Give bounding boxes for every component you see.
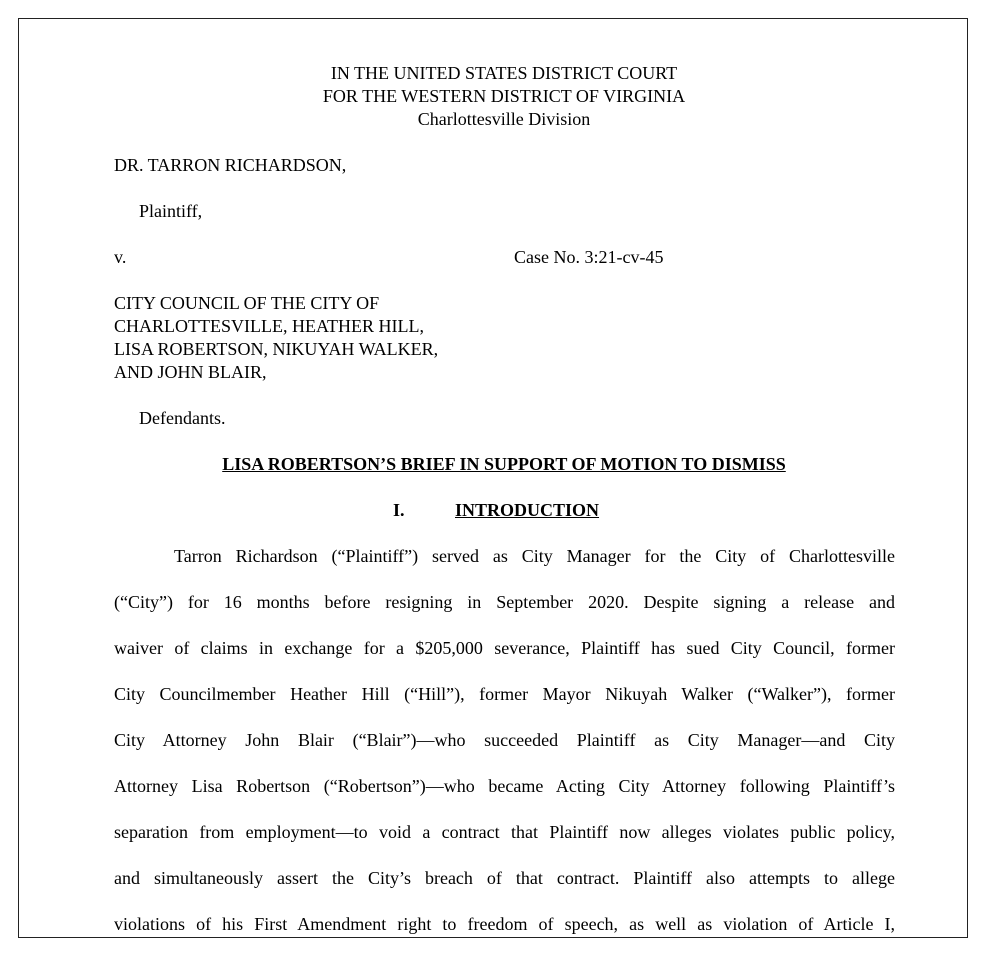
body-line: waiver of claims in exchange for a $205,000 severance, Plaintiff has sued City Council, former bbox=[114, 638, 895, 658]
defendants-line: CITY COUNCIL OF THE CITY OF bbox=[114, 293, 380, 313]
section-number: I. bbox=[393, 500, 405, 520]
body-line: City Attorney John Blair (“Blair”)—who succeeded Plaintiff as City Manager—and City bbox=[114, 730, 895, 750]
defendants-line: LISA ROBERTSON, NIKUYAH WALKER, bbox=[114, 339, 439, 359]
plaintiff-label: Plaintiff, bbox=[139, 201, 203, 221]
body-line: City Councilmember Heather Hill (“Hill”), former Mayor Nikuyah Walker (“Walker”), former bbox=[114, 684, 895, 704]
body-line: separation from employment—to void a contract that Plaintiff now alleges violates public policy, bbox=[114, 822, 895, 842]
body-line: Attorney Lisa Robertson (“Robertson”)—who became Acting City Attorney following Plaintiff’s bbox=[114, 776, 895, 796]
defendants-line: AND JOHN BLAIR, bbox=[114, 362, 267, 382]
body-line: violations of his First Amendment right to freedom of speech, as well as violation of Article I, bbox=[114, 914, 895, 934]
brief-title: LISA ROBERTSON’S BRIEF IN SUPPORT OF MOTION TO DISMISS bbox=[222, 454, 786, 474]
defendants-label: Defendants. bbox=[139, 408, 226, 428]
court-division: Charlottesville Division bbox=[417, 109, 591, 129]
case-number: Case No. 3:21-cv-45 bbox=[514, 247, 664, 267]
body-line: (“City”) for 16 months before resigning in September 2020. Despite signing a release and bbox=[114, 592, 895, 612]
defendants-line: CHARLOTTESVILLE, HEATHER HILL, bbox=[114, 316, 424, 336]
body-line: Tarron Richardson (“Plaintiff”) served as City Manager for the City of Charlottesville bbox=[174, 546, 895, 566]
body-line: and simultaneously assert the City’s breach of that contract. Plaintiff also attempts to allege bbox=[114, 868, 895, 888]
plaintiff-name: DR. TARRON RICHARDSON, bbox=[114, 155, 347, 175]
section-heading: INTRODUCTION bbox=[455, 500, 600, 520]
court-name-line2: FOR THE WESTERN DISTRICT OF VIRGINIA bbox=[322, 86, 686, 106]
court-name-line1: IN THE UNITED STATES DISTRICT COURT bbox=[330, 63, 678, 83]
versus-label: v. bbox=[114, 247, 127, 267]
